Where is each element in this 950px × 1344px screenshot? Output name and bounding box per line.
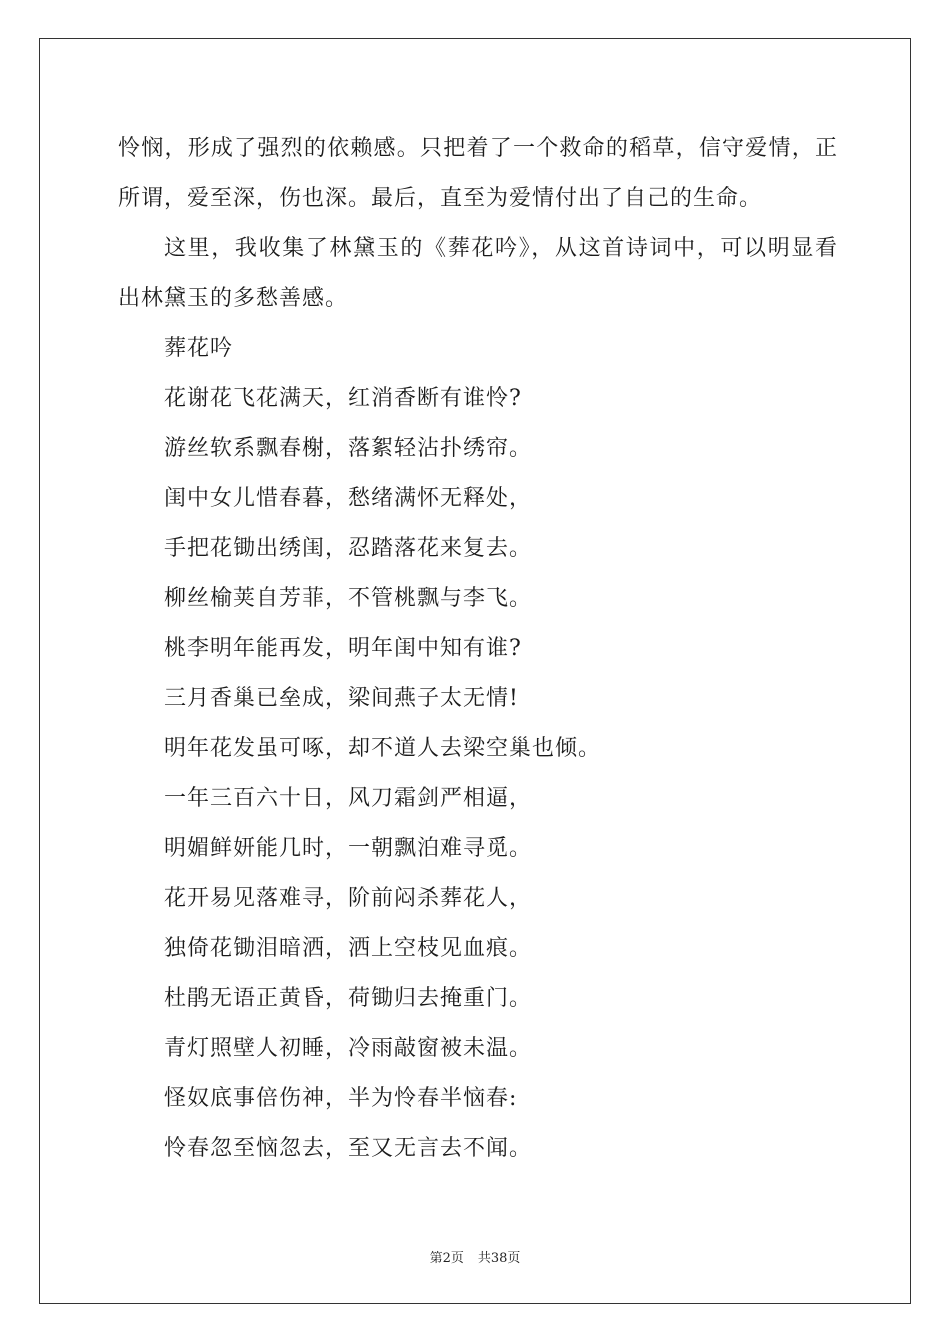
- document-body: [118, 124, 838, 1174]
- poem-line: 柳丝榆荚自芳菲，不管桃飘与李飞。: [164, 586, 533, 611]
- paragraph-1: 怜悯，形成了强烈的依赖感。只把着了一个救命的稻草，信守爱情，正所谓，爱至深，伤也深。最后，直至为爱情付出了自己的生命。: [118, 136, 838, 211]
- poem-line: 怪奴底事倍伤神，半为怜春半恼春:: [164, 1086, 518, 1111]
- poem-line: 闺中女儿惜春暮，愁绪满怀无释处，: [164, 486, 533, 511]
- poem-title: 葬花吟: [164, 336, 234, 361]
- poem-line: 手把花锄出绣闺，忍踏落花来复去。: [164, 536, 533, 561]
- paragraph-2: 这里，我收集了林黛玉的《葬花吟》，从这首诗词中，可以明显看出林黛玉的多愁善感。: [118, 236, 838, 311]
- poem-line: 一年三百六十日，风刀霜剑严相逼，: [164, 786, 533, 811]
- poem-line: 花开易见落难寻，阶前闷杀葬花人，: [164, 886, 533, 911]
- poem-line: 游丝软系飘春榭，落絮轻沾扑绣帘。: [164, 436, 533, 461]
- poem-line: 明媚鲜妍能几时，一朝飘泊难寻觅。: [164, 836, 533, 861]
- page-footer: [0, 1247, 950, 1266]
- poem-line: 三月香巢已垒成，梁间燕子太无情!: [164, 686, 519, 711]
- page-number: 第2页: [429, 1251, 464, 1266]
- poem-line: 青灯照壁人初睡，冷雨敲窗被未温。: [164, 1036, 533, 1061]
- poem-line: 独倚花锄泪暗洒，洒上空枝见血痕。: [164, 936, 533, 961]
- poem-lines: [118, 374, 838, 1174]
- poem-line: 杜鹃无语正黄昏，荷锄归去掩重门。: [164, 986, 533, 1011]
- poem-line: 明年花发虽可啄，却不道人去梁空巢也倾。: [164, 736, 602, 761]
- page-total: 共38页: [477, 1251, 521, 1266]
- poem-line: 桃李明年能再发，明年闺中知有谁?: [164, 636, 522, 661]
- poem-line: 花谢花飞花满天，红消香断有谁怜?: [164, 386, 522, 411]
- poem-line: 怜春忽至恼忽去，至又无言去不闻。: [164, 1136, 533, 1161]
